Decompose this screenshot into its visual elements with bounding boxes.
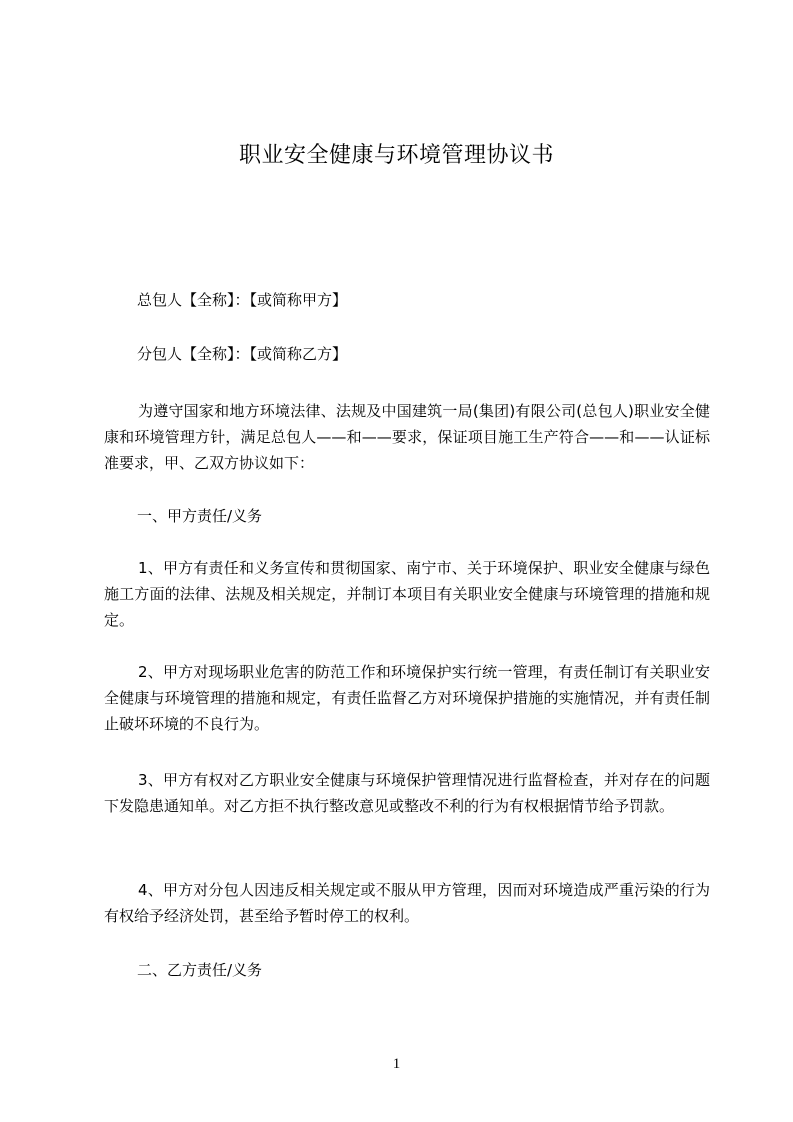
- section1-item-3: 3、甲方有权对乙方职业安全健康与环境保护管理情况进行监督检查，并对存在的问题下发隐患通知单。对乙方拒不执行整改意见或整改不利的行为有权根据情节给予罚款。: [104, 771, 710, 815]
- section1-item-1: 1、甲方有责任和义务宣传和贯彻国家、南宁市、关于环境保护、职业安全健康与绿色施工方面的法律、法规及相关规定，并制订本项目有关职业安全健康与环境管理的措施和规定。: [104, 559, 710, 629]
- page-number: 1: [392, 1056, 401, 1072]
- section2-heading: 二、乙方责任/义务: [137, 961, 263, 979]
- intro-paragraph: 为遵守国家和地方环境法律、法规及中国建筑一局(集团)有限公司(总包人)职业安全健康和环境管理方针，满足总包人——和——要求，保证项目施工生产符合——和——认证标准要求，甲、乙双方协议如下：: [104, 402, 710, 472]
- section1-item-4: 4、甲方对分包人因违反相关规定或不服从甲方管理，因而对环境造成严重污染的行为有权给予经济处罚，甚至给予暂时停工的权利。: [104, 881, 710, 925]
- contractor-line: 总包人【全称】：【或简称甲方】: [137, 291, 348, 309]
- subcontractor-line: 分包人【全称】：【或简称乙方】: [137, 345, 348, 363]
- section1-item-2: 2、甲方对现场职业危害的防范工作和环境保护实行统一管理，有责任制订有关职业安全健康与环境管理的措施和规定，有责任监督乙方对环境保护措施的实施情况，并有责任制止破坏环境的不良行为。: [104, 663, 710, 733]
- document-title: 职业安全健康与环境管理协议书: [238, 143, 554, 168]
- section1-heading: 一、甲方责任/义务: [137, 507, 263, 525]
